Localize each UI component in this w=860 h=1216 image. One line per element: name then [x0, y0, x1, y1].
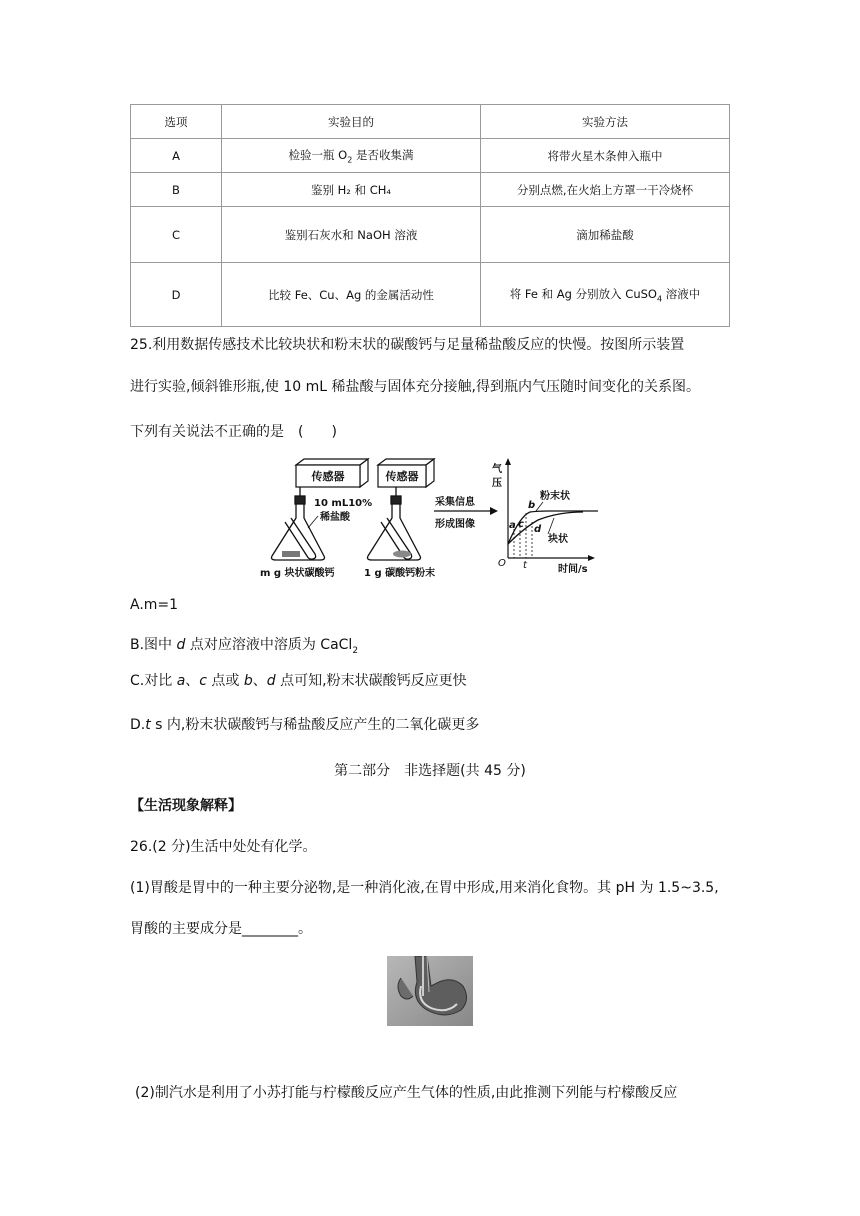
q26-part1-line1: (1)胃酸是胃中的一种主要分泌物,是一种消化液,在胃中形成,用来消化食物。其 pH 为 1.5~3.5,	[130, 880, 719, 896]
option-d	[130, 714, 479, 734]
cell-option: D	[131, 263, 222, 327]
table-row	[131, 139, 730, 173]
cell-method: 分别点燃,在火焰上方罩一干冷烧杯	[481, 173, 730, 207]
option-c-italic: d	[266, 673, 276, 689]
option-b	[130, 634, 358, 656]
stomach-image	[387, 956, 473, 1026]
y-axis-label-2: 压	[492, 478, 502, 489]
purpose-text: 检验一瓶 O	[288, 147, 348, 162]
process-arrow	[434, 495, 498, 530]
acid-label-2: 稀盐酸	[320, 512, 350, 523]
q26-part1-line2: 胃酸的主要成分是________。	[130, 921, 312, 937]
q25-line3: 下列有关说法不正确的是 ( )	[130, 424, 337, 440]
option-c-text: 、	[252, 673, 267, 689]
method-text: 将 Fe 和 Ag 分别放入 CuSO	[509, 286, 657, 301]
y-axis-label-1: 气	[492, 464, 502, 475]
point-a: a	[509, 520, 516, 531]
q25-line2: 进行实验,倾斜锥形瓶,使 10 mL 稀盐酸与固体充分接触,得到瓶内气压随时间变化的关系图。	[130, 379, 700, 395]
subscript: 2	[352, 645, 359, 656]
option-c-text: C.对比	[130, 673, 177, 689]
experiment-figure	[258, 456, 602, 581]
option-c	[130, 670, 467, 690]
option-c-text: 、	[185, 673, 200, 689]
point-c: c	[518, 519, 524, 530]
option-c-text: 点或	[206, 673, 244, 689]
left-sensor-box	[296, 459, 368, 487]
acid-label-1: 10 mL10%	[314, 498, 373, 509]
header-option: 选项	[131, 105, 222, 139]
table-row	[131, 173, 730, 207]
powder-label: 粉末状	[540, 491, 570, 502]
option-a: A.m=1	[130, 597, 179, 613]
option-b-text: B.图中	[130, 637, 177, 653]
purpose-text: 是否收集满	[352, 147, 414, 162]
right-sensor-box	[378, 459, 434, 487]
table-header-row	[131, 105, 730, 139]
arrow-label-top: 采集信息	[435, 497, 475, 508]
option-c-text: 点可知,粉末状碳酸钙反应更快	[275, 673, 467, 689]
q25-line1: 25.利用数据传感技术比较块状和粉末状的碳酸钙与足量稀盐酸反应的快慢。按图所示装置	[130, 337, 685, 353]
pressure-time-graph	[492, 458, 598, 575]
header-method: 实验方法	[481, 105, 730, 139]
option-b-italic: d	[176, 637, 186, 653]
point-b: b	[528, 500, 536, 511]
origin-label: O	[498, 558, 506, 569]
option-c-italic: a	[176, 673, 186, 689]
method-text: 溶液中	[662, 286, 701, 301]
option-b-text: 点对应溶液中溶质为 CaCl	[185, 637, 353, 653]
cell-method: 滴加稀盐酸	[481, 207, 730, 263]
option-c-italic: b	[243, 673, 253, 689]
cell-method	[481, 263, 730, 327]
subscript: 2	[347, 155, 353, 165]
x-axis-label: 时间/s	[558, 564, 588, 575]
arrow-label-bottom: 形成图像	[435, 519, 475, 530]
cell-option: C	[131, 207, 222, 263]
right-sensor-label: 传感器	[385, 470, 419, 483]
left-flask-caption: m g 块状碳酸钙	[260, 568, 335, 579]
cell-purpose: 鉴别 H₂ 和 CH₄	[222, 173, 481, 207]
cell-method: 将带火星木条伸入瓶中	[481, 139, 730, 173]
part2-title: 第二部分 非选择题(共 45 分)	[334, 763, 526, 779]
q26-stem: 26.(2 分)生活中处处有化学。	[130, 839, 317, 855]
header-purpose: 实验目的	[222, 105, 481, 139]
option-d-italic: t	[145, 717, 151, 733]
cell-option: A	[131, 139, 222, 173]
t-label: t	[523, 560, 527, 571]
cell-purpose: 比较 Fe、Cu、Ag 的金属活动性	[222, 263, 481, 327]
cell-option: B	[131, 173, 222, 207]
table-row	[131, 207, 730, 263]
option-d-text: D.	[130, 717, 146, 733]
right-flask-caption: 1 g 碳酸钙粉末	[364, 568, 436, 579]
block-label: 块状	[548, 534, 568, 545]
table-row	[131, 263, 730, 327]
cell-purpose: 鉴别石灰水和 NaOH 溶液	[222, 207, 481, 263]
options-table	[130, 104, 730, 327]
point-d: d	[534, 524, 542, 535]
subscript: 4	[656, 294, 663, 304]
left-sensor-label: 传感器	[311, 470, 345, 483]
option-d-text: s 内,粉末状碳酸钙与稀盐酸反应产生的二氧化碳更多	[150, 717, 480, 733]
section-label: 【生活现象解释】	[130, 798, 242, 814]
q26-part2-line1: (2)制汽水是利用了小苏打能与柠檬酸反应产生气体的性质,由此推测下列能与柠檬酸反应	[135, 1085, 678, 1101]
right-flask	[368, 487, 421, 560]
cell-purpose	[222, 139, 481, 173]
option-c-italic: c	[199, 673, 207, 689]
